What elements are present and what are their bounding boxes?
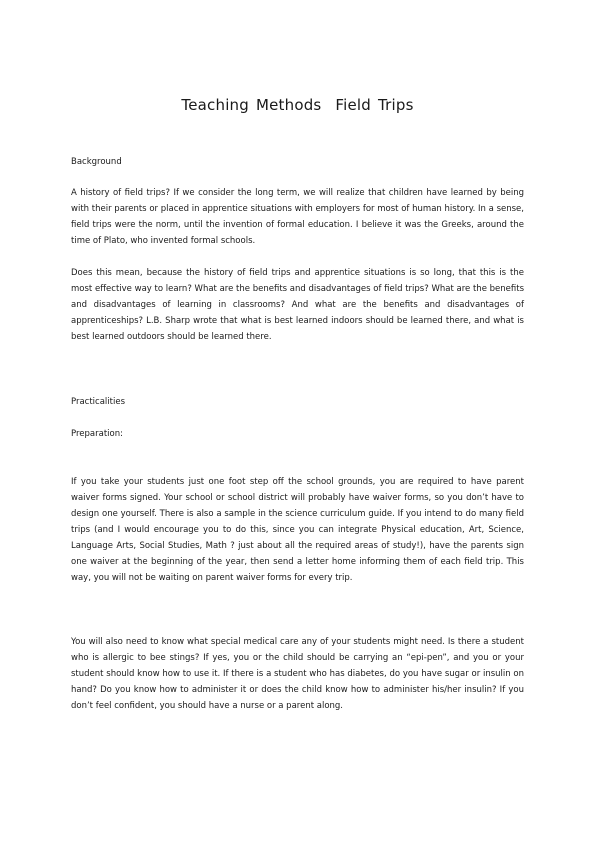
background-paragraph-1: A history of field trips? If we consider the long term, we will realize that children have learned by being with their parents or placed in apprentice situations with employers for most of human history. In a sense, field trips were the norm, until the invention of formal education. I believe it was the Greeks, around the time of Plato, who invented formal schools. [71,188,524,246]
preparation-paragraph-2: You will also need to know what special medical care any of your students might need. Is there a student who is allergic to bee stings? If yes, you or the child should be carrying an “epi-pen”, and you or your student should know how to use it. If there is a student who has diabetes, do you have sugar or insulin on hand? Do you know how to administer it or does the child know how to administer his/her insulin? If you don’t feel confident, you should have a nurse or a parent along. [71,637,524,711]
practicalities-heading: Practicalities [71,397,126,407]
preparation-heading: Preparation: [71,429,123,439]
preparation-paragraph-1: If you take your students just one foot step off the school grounds, you are required to have parent waiver forms signed. Your school or school district will probably have waiver forms, so you don’t have to design one yourself. There is also a sample in the science curriculum guide. If you intend to do many field trips (and I would encourage you to do this, since you can integrate Physical education, Art, Science, Language Arts, Social Studies, Math ? just about all the required areas of study!), have the parents sign one waiver at the beginning of the year, then send a letter home informing them of each field trip. This way, you will not be waiting on parent waiver forms for every trip. [71,477,524,583]
background-paragraph-2: Does this mean, because the history of field trips and apprentice situations is so long, that this is the most effective way to learn? What are the benefits and disadvantages of field trips? What are the benefits and disadvantages of learning in classrooms? And what are the benefits and disadvantages of apprenticeships? L.B. Sharp wrote that what is best learned indoors should be learned there, and what is best learned outdoors should be learned there. [71,268,524,342]
background-heading: Background [71,157,122,167]
document-title: Teaching Methods Field Trips [181,96,414,114]
